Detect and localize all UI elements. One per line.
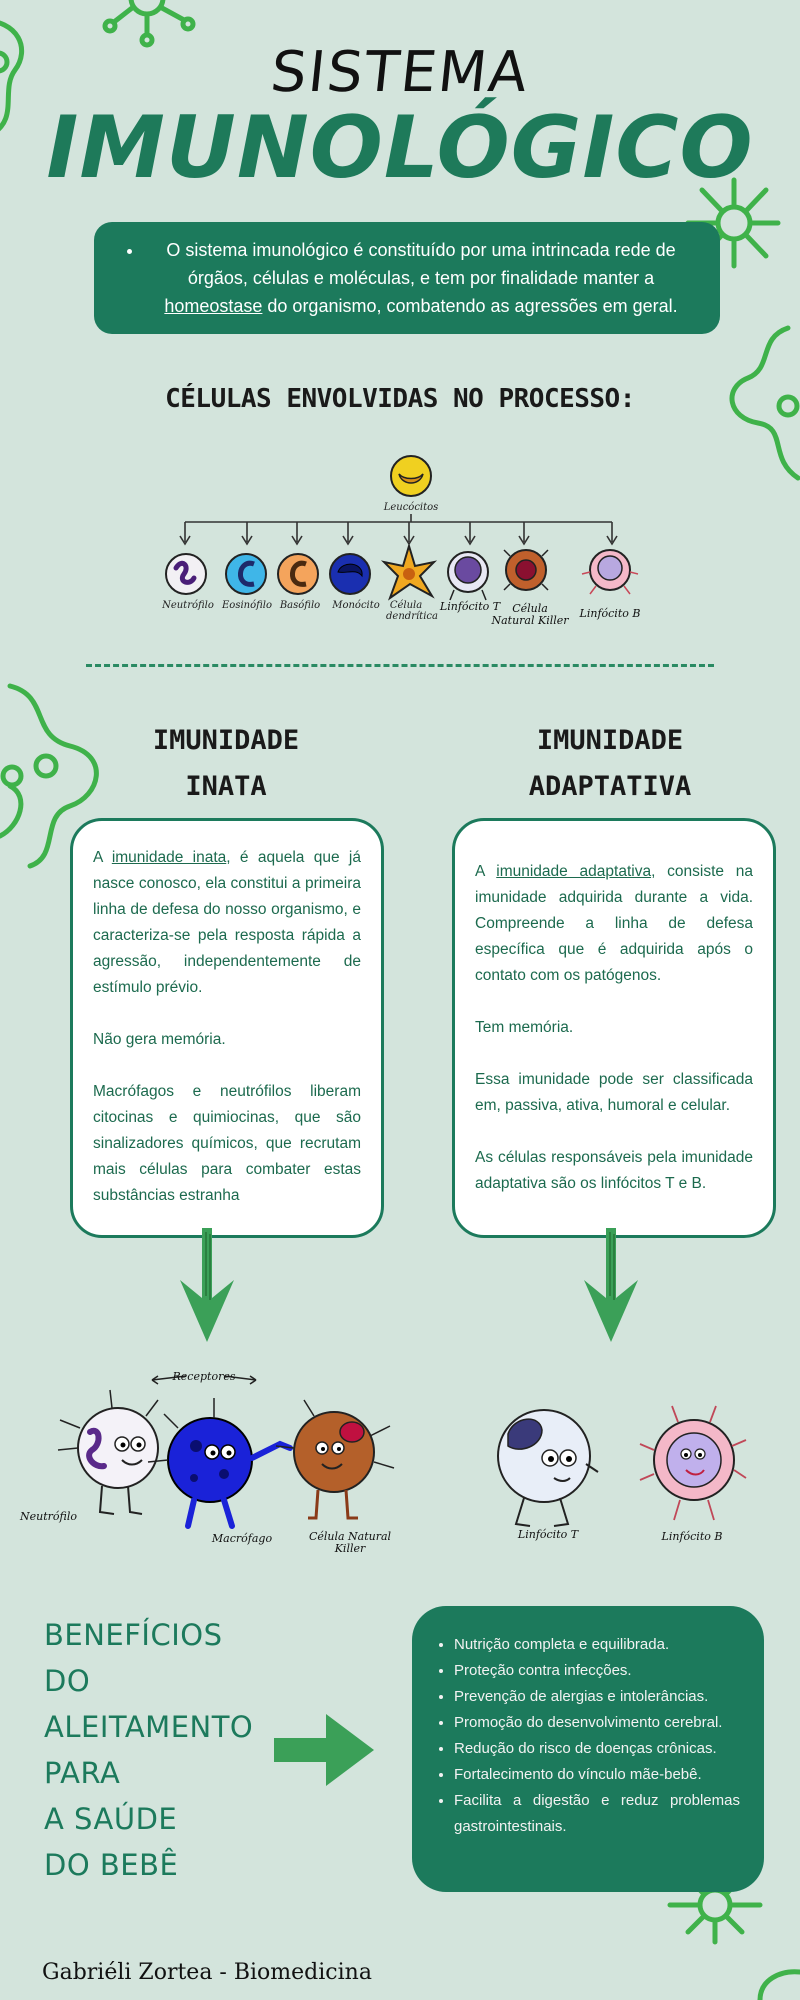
innate-card bbox=[70, 818, 384, 1238]
leukocyte-root-cell bbox=[391, 456, 431, 496]
arrow-right-icon bbox=[274, 1712, 376, 1788]
cell-label-dendritica-2: dendrítica bbox=[386, 611, 438, 622]
adaptive-link[interactable]: imunidade adaptativa bbox=[496, 863, 652, 880]
b-cell-label: Linfócito B bbox=[661, 1530, 723, 1543]
cell-label-basofilo: Basófilo bbox=[279, 600, 321, 611]
adaptive-paragraph-2: Tem memória. bbox=[475, 1019, 574, 1036]
benefit-item: • Promoção do desenvolvimento cerebral. bbox=[454, 1710, 740, 1736]
adaptive-paragraph-1: A imunidade adaptativa, consiste na imunidade adquirida durante a vida. Compreende a linha de defesa específica que é adquirida após o contato com os patógenos. bbox=[475, 863, 753, 984]
virus-decoration-bottom-corner bbox=[750, 1950, 800, 2000]
benefit-item: • Prevenção de alergias e intolerâncias. bbox=[454, 1684, 740, 1710]
innate-title: IMUNIDADE INATA bbox=[152, 725, 300, 802]
benefit-item: • Proteção contra infecções. bbox=[454, 1658, 740, 1684]
cell-label-nk-1: Célula bbox=[512, 602, 548, 615]
cell-label-neutrofilo: Neutrófilo bbox=[162, 600, 214, 611]
cells-heading: CÉLULAS ENVOLVIDAS NO PROCESSO: bbox=[165, 384, 635, 414]
leukocyte-root-label: Leucócitos bbox=[383, 502, 439, 513]
leukocyte-diagram bbox=[150, 450, 660, 630]
neutrophil-character bbox=[58, 1390, 158, 1514]
benefit-item: • Facilita a digestão e reduz problemas gastrointestinais. bbox=[454, 1788, 740, 1840]
benefit-item: • Nutrição completa e equilibrada. bbox=[454, 1632, 740, 1658]
cell-linfocito-b bbox=[582, 550, 638, 594]
cell-label-linfocito-b: Linfócito B bbox=[579, 607, 641, 620]
homeostase-link[interactable]: homeostase bbox=[164, 296, 263, 316]
cell-natural-killer bbox=[504, 550, 548, 590]
cell-linfocito-t bbox=[448, 552, 488, 600]
nk-cell-character bbox=[276, 1400, 394, 1518]
cell-neutrofilo bbox=[166, 554, 206, 594]
adaptive-cells-illustration bbox=[484, 1390, 764, 1560]
b-cell-character bbox=[640, 1406, 746, 1520]
adaptive-title: IMUNIDADE ADAPTATIVA bbox=[528, 725, 692, 802]
cell-label-linfocito-t: Linfócito T bbox=[439, 600, 501, 613]
t-cell-character bbox=[498, 1410, 598, 1526]
intro-box bbox=[94, 222, 720, 334]
title-line-1: SISTEMA bbox=[267, 40, 533, 105]
innate-link[interactable]: imunidade inata bbox=[111, 849, 227, 866]
title-line-2: IMUNOLÓGICO bbox=[46, 98, 754, 198]
arrow-down-innate-icon bbox=[172, 1228, 242, 1344]
arrow-down-adaptive-icon bbox=[576, 1228, 646, 1344]
innate-cells-illustration bbox=[18, 1366, 414, 1560]
author-credit: Gabriéli Zortea - Biomedicina bbox=[42, 1960, 372, 1985]
macrophage-character bbox=[148, 1398, 290, 1526]
cell-monocito bbox=[330, 554, 370, 594]
benefit-item: • Fortalecimento do vínculo mãe-bebê. bbox=[454, 1762, 740, 1788]
innate-paragraph-3: Macrófagos e neutrófilos liberam citocinas e quimiocinas, que são sinalizadores químicos, que recrutam mais células para combater estas substâncias estranha bbox=[93, 1083, 361, 1204]
macrophage-label: Macrófago bbox=[211, 1532, 273, 1545]
nk-label-2: Killer bbox=[334, 1542, 366, 1555]
cell-label-nk-2: Natural Killer bbox=[491, 614, 569, 627]
benefit-item: • Redução do risco de doenças crônicas. bbox=[454, 1736, 740, 1762]
cell-label-dendritica-1: Célula bbox=[389, 600, 423, 611]
innate-paragraph-1: A imunidade inata, é aquela que já nasce conosco, ela constitui a primeira linha de defesa do nosso organismo, e caracteriza-se pela resposta rápida a agressão, independentemente de estímulo prévio. bbox=[93, 849, 361, 996]
cell-label-monocito: Monócito bbox=[332, 600, 380, 611]
intro-text: • O sistema imunológico é constituído por uma intrincada rede de órgãos, células e moléculas, e tem por finalidade manter a homeostase do organismo, combatendo as agressões em geral. bbox=[144, 236, 698, 320]
adaptive-card bbox=[452, 818, 776, 1238]
receptors-label: Receptores bbox=[172, 1370, 236, 1383]
innate-paragraph-2: Não gera memória. bbox=[93, 1031, 226, 1048]
t-cell-label: Linfócito T bbox=[517, 1528, 579, 1541]
cell-label-eosinofilo: Eosinófilo bbox=[222, 600, 272, 611]
cell-eosinofilo bbox=[226, 554, 266, 594]
section-divider bbox=[86, 664, 714, 667]
adaptive-paragraph-3: Essa imunidade pode ser classificada em, passiva, ativa, humoral e celular. bbox=[475, 1071, 753, 1114]
benefits-box bbox=[412, 1606, 764, 1892]
benefits-title: BENEFÍCIOS DO ALEITAMENTO PARA A SAÚDE DO BEBÊ bbox=[44, 1618, 254, 1882]
neutrophil-label: Neutrófilo bbox=[20, 1510, 77, 1523]
adaptive-paragraph-4: As células responsáveis pela imunidade adaptativa são os linfócitos T e B. bbox=[475, 1149, 753, 1192]
cell-dendritica bbox=[384, 546, 434, 598]
cell-basofilo bbox=[278, 554, 318, 594]
benefits-list bbox=[424, 1632, 740, 1840]
nk-label-1: Célula Natural bbox=[308, 1530, 392, 1543]
